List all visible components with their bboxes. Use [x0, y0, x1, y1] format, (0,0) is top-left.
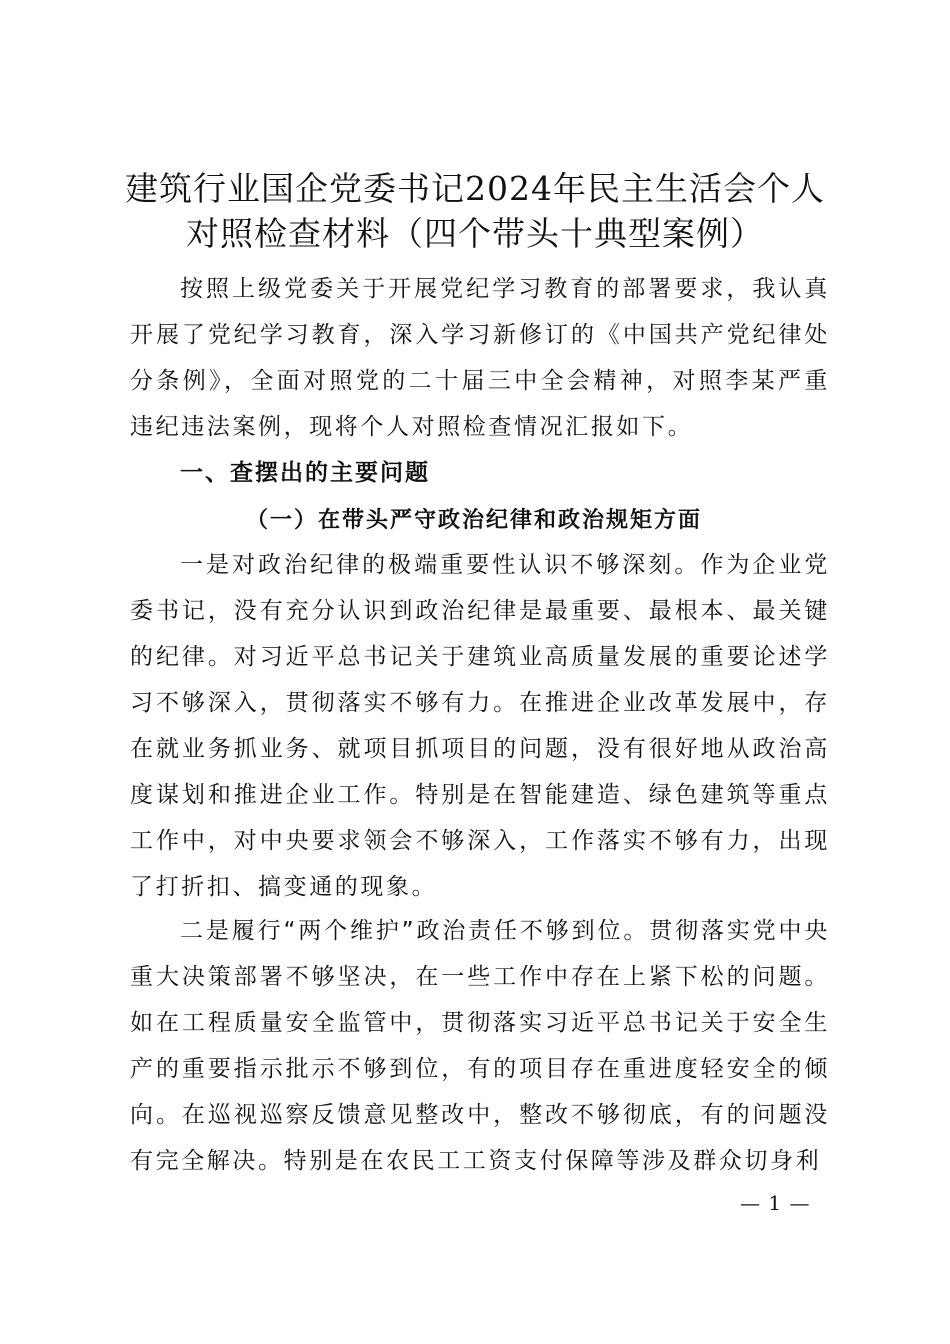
body-paragraph-1: 一是对政治纪律的极端重要性认识不够深刻。作为企业党委书记，没有充分认识到政治纪律是最重要、最根本、最关键的纪律。对习近平总书记关于建筑业高质量发展的重要论述学习不够深入，贯彻落实不够有力。在推进企业改革发展中，存在就业务抓业务、就项目抓项目的问题，没有很好地从政治高度谋划和推进企业工作。特别是在智能建造、绿色建筑等重点工作中，对中央要求领会不够深入，工作落实不够有力，出现了打折扣、搞变通的现象。 [130, 552, 830, 900]
page-number: — 1 — [740, 1191, 811, 1215]
subsection-heading: （一）在带头严守政治纪律和政治规矩方面 [246, 507, 703, 533]
section-heading: 一、查摆出的主要问题 [180, 460, 430, 486]
intro-paragraph: 按照上级党委关于开展党纪学习教育的部署要求，我认真开展了党纪学习教育，深入学习新修订的《中国共产党纪律处分条例》，全面对照党的二十届三中全会精神，对照李某严重违纪违法案例，现将个人对照检查情况汇报如下。 [130, 276, 830, 440]
body-paragraph-2: 二是履行“两个维护”政治责任不够到位。贯彻落实党中央重大决策部署不够坚决，在一些工作中存在上紧下松的问题。如在工程质量安全监管中，贯彻落实习近平总书记关于安全生产的重要指示批示不够到位，有的项目存在重进度轻安全的倾向。在巡视巡察反馈意见整改中，整改不够彻底，有的问题没有完全解决。特别是在农民工工资支付保障等涉及群众切身利 [130, 918, 830, 1174]
document-title: 建筑行业国企党委书记2024年民主生活会个人对照检查材料（四个带头十典型案例） [125, 169, 825, 253]
